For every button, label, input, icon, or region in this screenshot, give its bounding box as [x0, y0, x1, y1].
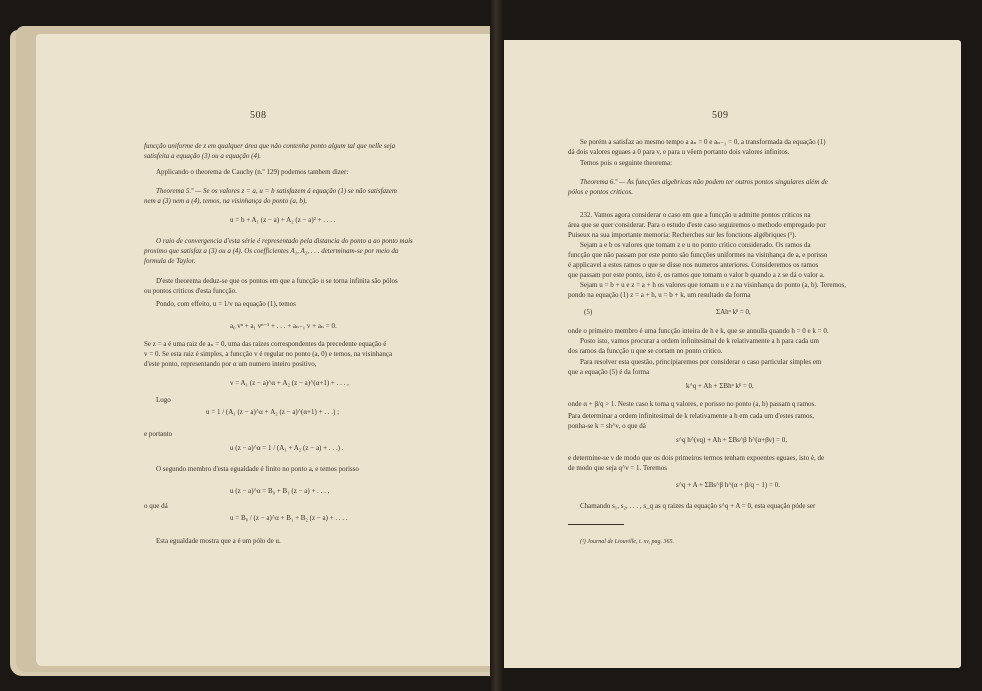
- text-line: funcção que não passam por este ponto são funcções uniformes na visinhança de a, e porisso: [568, 251, 828, 259]
- section-line: 232. Vamos agora considerar o caso em que a funcção u admitte pontos criticos na: [580, 211, 811, 219]
- text-line: e determine-se ν de modo que os dois primeiros termos tenham expoentes eguaes, isto é, de: [568, 454, 825, 462]
- text-line: Pondo, com effeito, u = 1/v na equação (1), temos: [156, 300, 296, 308]
- book-spine: [490, 0, 504, 691]
- text-line: Temos pois o seguinte theorema:: [580, 159, 673, 167]
- text-line: d'este ponto, representando por α um numero inteiro positivo,: [144, 360, 317, 368]
- text-line: D'este theorema deduz-se que os pontos em que a funcção u se torna infinita são pólos: [156, 277, 398, 285]
- text-line: funcção uniforme de z em qualquer área que não contenha ponto algum tal que nelle seja: [144, 142, 396, 150]
- theorem-line: Theorema 5.º — Se os valores z = a, u = b satisfazem á equação (1) se não satisfazem: [156, 187, 397, 195]
- text-line: Esta egualdade mostra que a é um pólo de u.: [156, 537, 281, 545]
- text-line: que a equação (5) é da forma: [568, 368, 650, 376]
- equation-number: (5): [584, 308, 593, 316]
- footnote-rule: [568, 524, 624, 525]
- text-line: que passam por este ponto, isto é, os ramos que tomam o valor b quando a z se dá o valor a.: [568, 271, 825, 279]
- equation: u = 1 / (A₁ (z − a)^α + A₂ (z − a)^(α+1) + . . .) ;: [206, 408, 340, 416]
- text-line: nem a (3) nem a (4), temos, na visinhança do ponto (a, b),: [144, 197, 307, 205]
- text-line: o que dá: [144, 502, 168, 510]
- text-line: Se porém a satisfaz ao mesmo tempo a aₙ = 0 e aₙ₋₁ = 0, a transformada da equação (1): [580, 138, 826, 146]
- text-line: Sejam u = b + u e z = a + h os valores que tomam u e z na visinhança do ponto (a, b). Teremos,: [580, 281, 846, 289]
- equation: u = b + A₁ (z − a) + A₂ (z − a)² + . . . .: [230, 216, 336, 224]
- equation: ΣAhᵅ kᵝ = 0,: [716, 308, 751, 316]
- text-line: é applicavel a estes ramos o que se disse nos numeros anteriores. Consideremos os ramos: [568, 261, 819, 269]
- text-line: onde α + β/q > 1. Neste caso k toma q valores, e porisso no ponto (a, b) passam q ramos.: [568, 400, 817, 408]
- text-line: Logo: [156, 396, 171, 404]
- left-page: [36, 34, 494, 666]
- text-line: pondo na equação (1) z = a + h, u = b + k, um resultado da forma: [568, 291, 751, 299]
- text-line: dá dois valores eguaes a 0 para v, e para u vêem portanto dois valores infinitos.: [568, 148, 790, 156]
- text-line: Sejam a e b os valores que tomam z e u no ponto critico considerado. Os ramos da: [580, 241, 811, 249]
- text-line: ponha-se k = sh^ν, o que dá: [568, 422, 646, 430]
- text-line: Chamando s₁, s₂, . . . , s_q as q raizes da equação s^q + A = 0, esta equação póde ser: [580, 502, 816, 510]
- text-line: área que se quer considerar. Para o estudo d'este caso seguiremos o methodo empregado por: [568, 221, 826, 229]
- text-line: Se z = a é uma raiz de aₙ = 0, uma das raizes correspondentes da precedente equação é: [144, 340, 387, 348]
- text-line: ou pontos criticos d'esta funcção.: [144, 287, 237, 295]
- right-page: [498, 40, 961, 668]
- text-line: Para determinar a ordem infinitesimal de k relativamente a h em cada um d'estes ramos,: [568, 412, 814, 420]
- text-line: formula de Taylor.: [144, 257, 196, 265]
- theorem-line: Theorema 6.º — As funcções algebricas não podem ter outros pontos singulares além de: [580, 178, 828, 186]
- equation: s^q + A + ΣBs^β h^(α + β/q − 1) = 0.: [676, 481, 780, 489]
- text-line: Posto isto, vamos procurar a ordem infinitesimal de k relativamente a h para cada um: [580, 337, 819, 345]
- text-line: Applicando o theorema de Cauchy (n.º 129) podemos tambem dizer:: [156, 168, 349, 176]
- text-line: v = 0. Se esta raiz é simples, a funcção v é regular no ponto (a, 0) e temos, na visinhança: [144, 350, 393, 358]
- text-line: pólos e pontos criticos.: [568, 188, 633, 196]
- text-line: satisfeita a equação (3) ou a equação (4).: [144, 152, 262, 160]
- text-line: dos ramos da funcção u que se cortam no ponto critico.: [568, 347, 723, 355]
- page-number: 509: [712, 110, 729, 121]
- equation: v = A₁ (z − a)^α + A₂ (z − a)^(α+1) + . . . ,: [230, 379, 349, 387]
- text-line: de modo que seja q^ν = 1. Teremos: [568, 464, 667, 472]
- page-number: 508: [250, 110, 267, 121]
- equation: a₀ vⁿ + a₁ vⁿ⁻¹ + . . . + aₙ₋₁ v + aₙ = 0.: [230, 322, 337, 330]
- text-line: O raio de convergencia d'esta série é representado pela distancia do ponto a ao ponto mais: [156, 237, 413, 245]
- equation: s^q h^(νq) + Ah + ΣBs^β h^(α+βν) = 0,: [676, 436, 787, 444]
- text-line: Puiseux na sua importante memoria: Recherches sur les fonctions algébriques (¹).: [568, 231, 797, 239]
- equation: u (z − a)^α = B₀ + B₁ (z − a) + . . . ,: [230, 487, 330, 495]
- equation: u = B₀ / (z − a)^α + B₁ + B₂ (z − a) + . . . .: [230, 514, 348, 522]
- equation: u (z − a)^α = 1 / (A₁ + A₂ (z − a) + . . .) .: [230, 444, 344, 452]
- equation: k^q + Ah + ΣBhᵅ kᵝ = 0,: [686, 382, 754, 390]
- text-line: Para resolver esta questão, principiaremos por considerar o caso particular simples em: [580, 358, 822, 366]
- text-line: e portanto: [144, 430, 173, 438]
- text-line: onde o primeiro membro é uma funcção inteira de h e k, que se annulla quando h = 0 e k = 0.: [568, 327, 829, 335]
- footnote: (¹) Journal de Liouville, t. xv, pag. 365.: [580, 539, 675, 545]
- text-line: O segundo membro d'esta egualdade é finito no ponto a, e temos porisso: [156, 465, 359, 473]
- text-line: proximo que satisfaz a (3) ou a (4). Os coefficientes A₁, A₂, . . . determinam-se por meio da: [144, 247, 399, 255]
